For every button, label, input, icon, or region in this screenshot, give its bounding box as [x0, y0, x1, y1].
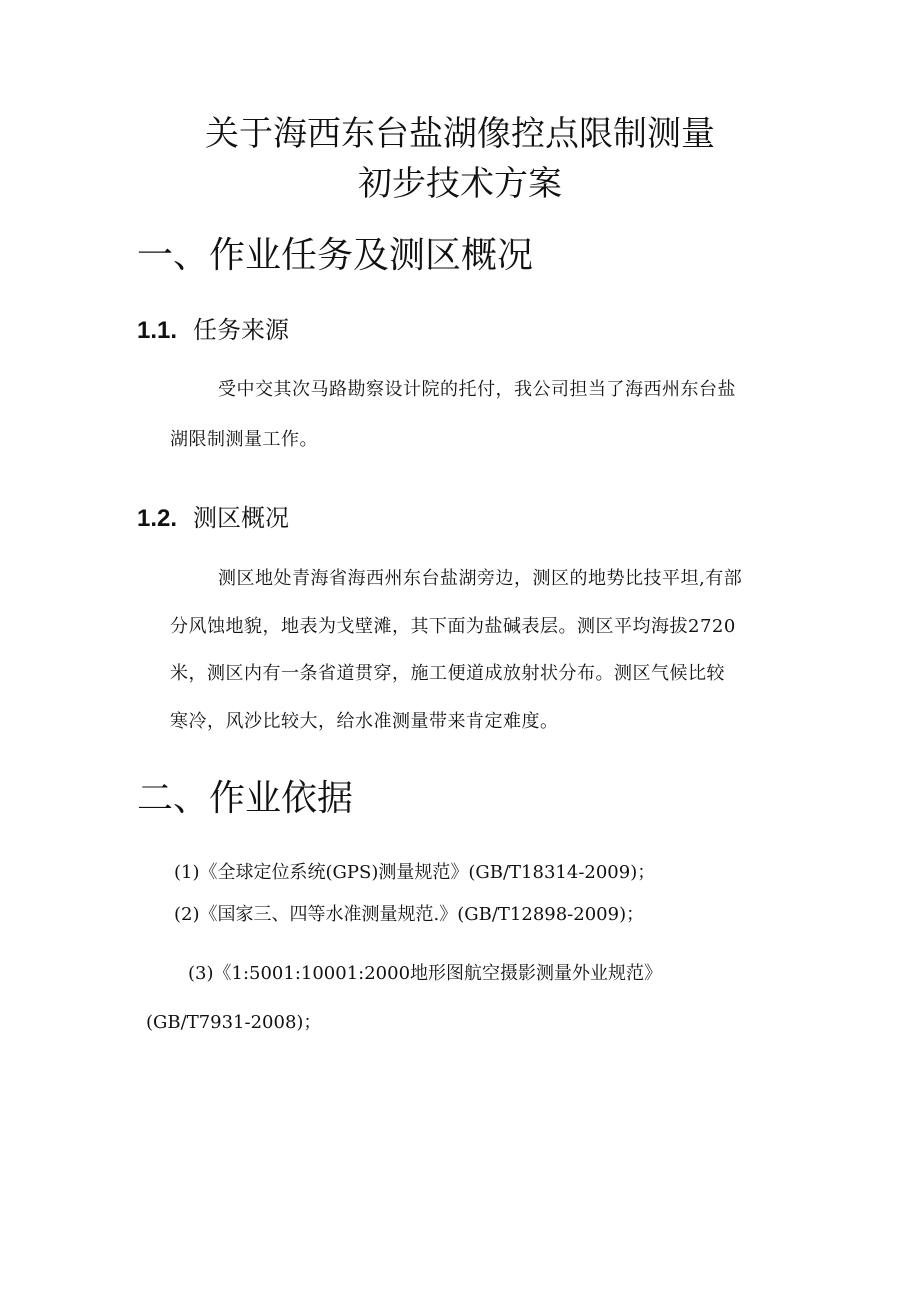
- section-1-heading: 一、作业任务及测区概况: [137, 235, 534, 276]
- reference-item-3: (3)《1:5001:10001:2000地形图航空摄影测量外业规范》: [188, 963, 663, 984]
- paragraph-1-2-line-3: 米，测区内有一条省道贯穿，施工便道成放射状分布。测区气候比较: [170, 663, 725, 684]
- paragraph-1-2-line-1: 测区地处青海省海西州东台盐湖旁边，测区的地势比技平坦,有部: [218, 568, 743, 589]
- paragraph-1-2-line-2: 分风蚀地貌，地表为戈壁滩，其下面为盐碱表层。测区平均海拔2720: [170, 616, 736, 637]
- reference-item-1: (1)《全球定位系统(GPS)测量规范》(GB/T18314-2009)；: [174, 862, 656, 883]
- reference-item-3-continued: (GB/T7931-2008)；: [146, 1012, 322, 1033]
- document-title-line-1: 关于海西东台盐湖像控点限制测量: [205, 114, 715, 154]
- section-2-heading: 二、作业依据: [137, 778, 354, 819]
- subsection-1-2-number: 1.2.: [137, 505, 178, 532]
- subsection-1-1-title: 任务来源: [193, 316, 289, 344]
- reference-item-2: (2)《国家三、四等水准测量规范.》(GB/T12898-2009)；: [174, 904, 645, 925]
- subsection-1-1-heading: [137, 314, 289, 347]
- paragraph-1-1-line-1: 受中交其次马路勘察设计院的托付，我公司担当了海西州东台盐: [218, 379, 736, 400]
- subsection-1-2-heading: [137, 502, 289, 535]
- document-title-line-2: 初步技术方案: [358, 164, 562, 204]
- subsection-1-1-number: 1.1.: [137, 317, 178, 344]
- paragraph-1-1-line-2: 湖限制测量工作。: [170, 429, 318, 450]
- paragraph-1-2-line-4: 寒冷，风沙比较大，给水准测量带来肯定难度。: [170, 711, 559, 732]
- subsection-1-2-title: 测区概况: [193, 504, 289, 532]
